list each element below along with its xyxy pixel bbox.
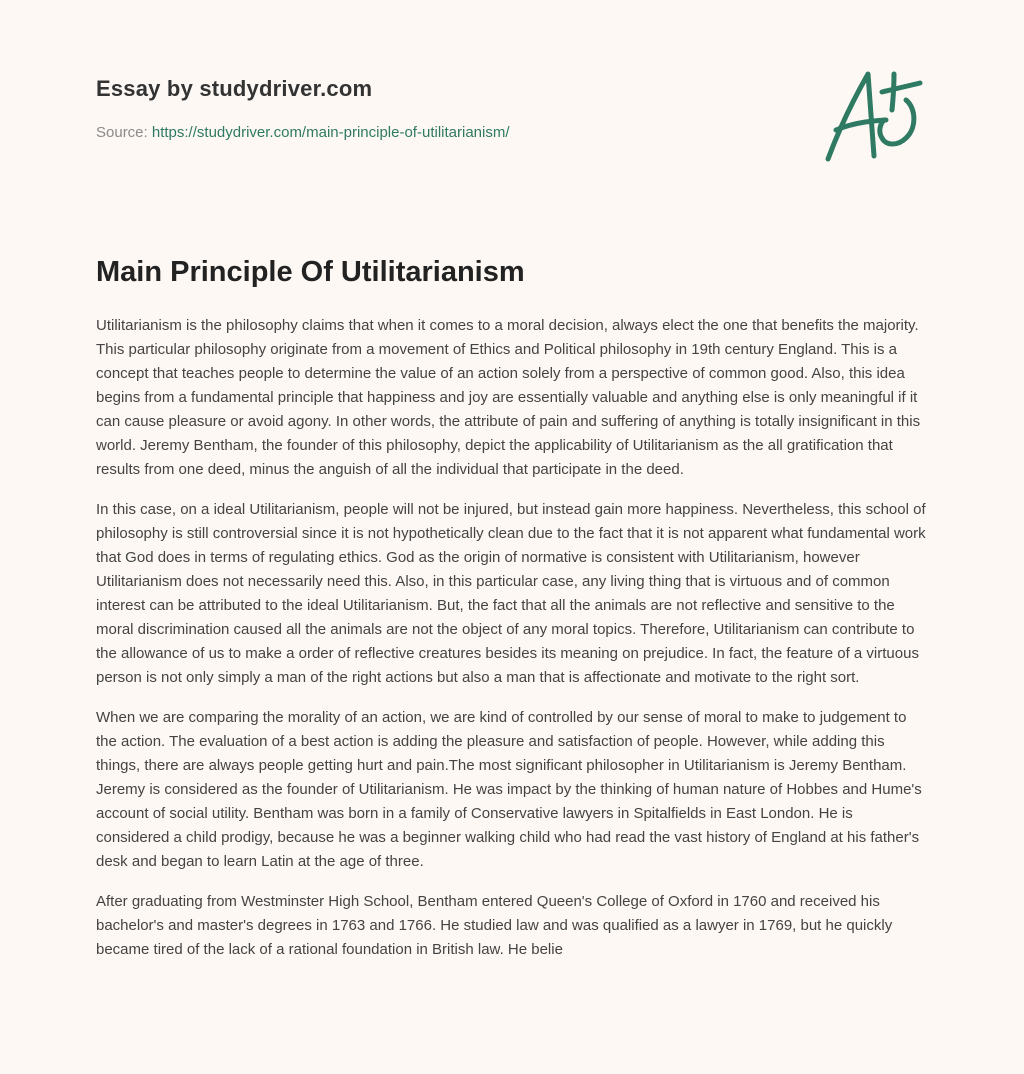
essay-page — [96, 0, 928, 958]
essay-paragraph: In this case, on a ideal Utilitarianism, people will not be injured, but instead gain more happiness. Nevertheless, this school of philosophy is still controversial since it is not hypothetically clean due to the fact that it is not apparent what fundamental work that God does in terms of regulating ethics. God as the origin of normative is consistent with Utilitarianism, however Utilitarianism does not necessarily need this. Also, in this particular case, any living thing that is virtuous and of common interest can be attributed to the ideal Utilitarianism. But, the fact that all the animals are not reflective and sensitive to the moral discrimination caused all the animals are not the object of any moral topics. Therefore, Utilitarianism can contribute to the allowance of us to make a order of reflective creatures besides its meaning on prejudice. In fact, the feature of a virtuous person is not only simply a man of the right actions but also a man that is affectionate and motivate to the right sort. — [96, 501, 926, 686]
a-plus-logo-icon — [824, 66, 928, 166]
source-line — [96, 124, 510, 141]
essay-body — [96, 314, 928, 978]
essay-paragraph: Utilitarianism is the philosophy claims that when it comes to a moral decision, always elect the one that benefits the majority. This particular philosophy originate from a movement of Ethics and Political philosophy in 19th century England. This is a concept that teaches people to determine the value of an action solely from a perspective of common good. Also, this idea begins from a fundamental principle that happiness and joy are essentially valuable and anything else is only meaningful if it can cause pleasure or avoid agony. In other words, the attribute of pain and suffering of anything is totally insignificant in this world. Jeremy Bentham, the founder of this philosophy, depict the applicability of Utilitarianism as the all gratification that results from one deed, minus the anguish of all the individual that participate in the deed. — [96, 317, 921, 478]
site-brand: Essay by studydriver.com — [96, 76, 373, 101]
essay-paragraph: When we are comparing the morality of an action, we are kind of controlled by our sense of moral to make to judgement to the action. The evaluation of a best action is adding the pleasure and satisfaction of people. However, while adding this things, there are always people getting hurt and pain.The most significant philosopher in Utilitarianism is Jeremy Bentham. Jeremy is considered as the founder of Utilitarianism. He was impact by the thinking of human nature of Hobbes and Hume's account of social utility. Bentham was born in a family of Conservative lawyers in Spitalfields in East London. He is considered a child prodigy, because he was a beginner walking child who had read the vast history of England at his father's desk and began to learn Latin at the age of three. — [96, 709, 922, 870]
essay-title: Main Principle Of Utilitarianism — [96, 256, 525, 288]
page-header — [96, 0, 928, 200]
source-label: Source: — [96, 124, 148, 141]
source-link[interactable]: https://studydriver.com/main-principle-of-utilitarianism/ — [151, 124, 510, 141]
essay-paragraph: After graduating from Westminster High School, Bentham entered Queen's College of Oxford in 1760 and received his bachelor's and master's degrees in 1763 and 1766. He studied law and was qualified as a lawyer in 1769, but he quickly became tired of the lack of a rational foundation in British law. He belie — [96, 893, 893, 958]
